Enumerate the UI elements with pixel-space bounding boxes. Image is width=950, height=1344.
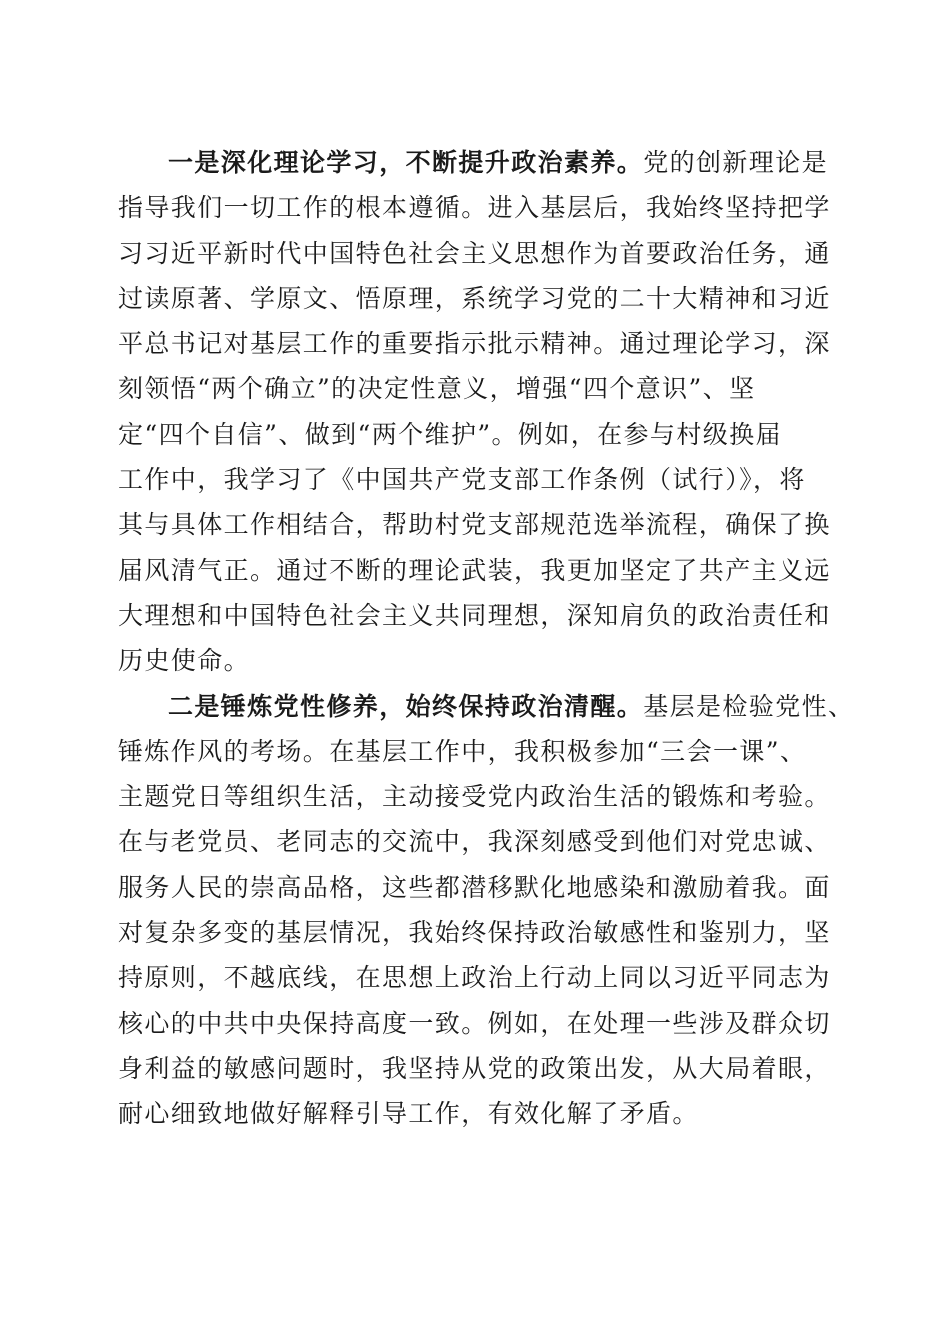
paragraph-line: 主题党日等组织生活，主动接受党内政治生活的锻炼和考验。 [118, 782, 831, 812]
paragraph-line: 耐心细致地做好解释引导工作，有效化解了矛盾。 [118, 1099, 699, 1129]
paragraph-line: 工作中，我学习了《中国共产党支部工作条例（试行）》，将 [118, 465, 806, 495]
paragraph-first-line [118, 140, 830, 185]
paragraph-line: 持原则，不越底线，在思想上政治上行动上同以习近平同志为 [118, 963, 831, 993]
paragraph-line: 习习近平新时代中国特色社会主义思想作为首要政治任务，通 [118, 238, 831, 268]
paragraph-line: 身利益的敏感问题时，我坚持从党的政策出发，从大局着眼， [118, 1053, 831, 1083]
paragraph-text: 党的创新理论是 [643, 148, 829, 177]
paragraph-line: 平总书记对基层工作的重要指示批示精神。通过理论学习，深 [118, 329, 831, 359]
paragraph-text: 基层是检验党性、 [643, 691, 855, 721]
paragraph-line: 对复杂多变的基层情况，我始终保持政治敏感性和鉴别力，坚 [118, 918, 831, 948]
paragraph-heading: 一是深化理论学习，不断提升政治素养。 [168, 148, 644, 177]
paragraph-line: 定“四个自信”、做到“两个维护”。例如，在参与村级换届 [118, 419, 782, 449]
paragraph-line: 指导我们一切工作的根本遵循。进入基层后，我始终坚持把学 [118, 193, 831, 223]
paragraph-line: 大理想和中国特色社会主义共同理想，深知肩负的政治责任和 [118, 600, 831, 630]
body-text [118, 140, 855, 1137]
paragraph-line: 在与老党员、老同志的交流中，我深刻感受到他们对党忠诚、 [118, 827, 831, 857]
paragraph-line: 服务人民的崇高品格，这些都潜移默化地感染和激励着我。面 [118, 872, 831, 902]
paragraph-party-spirit [118, 684, 855, 1137]
paragraph-line: 刻领悟“两个确立”的决定性意义，增强“四个意识”、坚 [118, 374, 756, 404]
paragraph-first-line [118, 684, 855, 729]
paragraph-line: 历史使命。 [118, 646, 251, 676]
paragraph-line: 过读原著、学原文、悟原理，系统学习党的二十大精神和习近 [118, 283, 831, 313]
paragraph-line: 锤炼作风的考场。在基层工作中，我积极参加“三会一课”、 [118, 736, 807, 766]
paragraph-line: 核心的中共中央保持高度一致。例如，在处理一些涉及群众切 [118, 1008, 831, 1038]
paragraph-line: 其与具体工作相结合，帮助村党支部规范选举流程，确保了换 [118, 510, 831, 540]
paragraph-line: 届风清气正。通过不断的理论武装，我更加坚定了共产主义远 [118, 555, 831, 585]
paragraph-heading: 二是锤炼党性修养，始终保持政治清醒。 [168, 691, 644, 721]
paragraph-theory-study [118, 140, 830, 684]
